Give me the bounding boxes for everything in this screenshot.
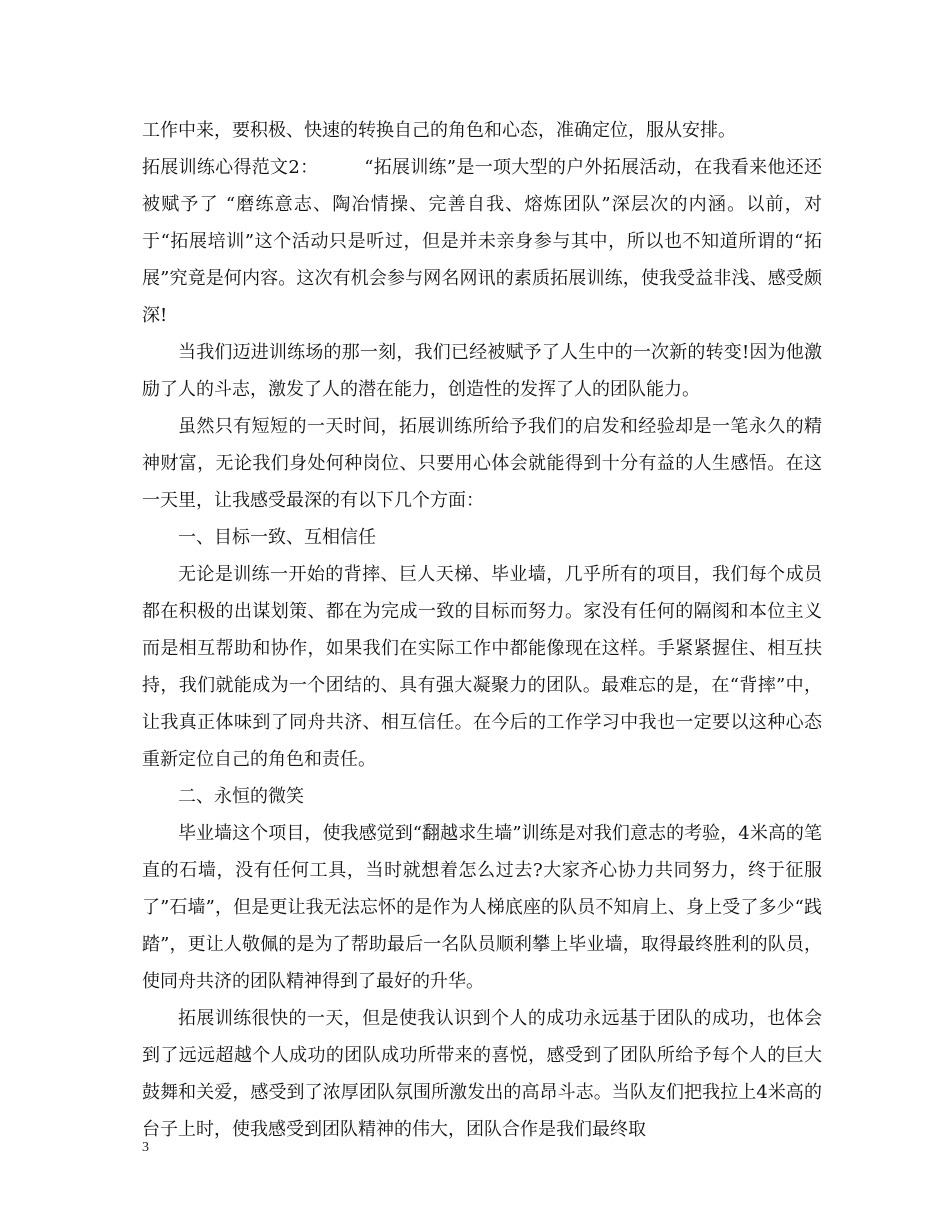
section-heading: 一、目标一致、互相信任 (178, 527, 376, 548)
paragraph: 拓展训练心得范文2： “拓展训练”是一项大型的户外拓展活动，在我看来他还还被赋予了 “磨练意志、陶冶情操、完善自我、熔炼团队”深层次的内涵。以前，对于“拓展培训”这个活动只是听过，但是并未亲身参与其中，所以也不知道所谓的“拓展”究竟是何内容。这次有机会参与网名网讯的素质拓展训练，使我受益非浅、感受颇深! (142, 157, 822, 326)
paragraph: 无论是训练一开始的背摔、巨人天梯、毕业墙，几乎所有的项目，我们每个成员都在积极的出谋划策、都在为完成一致的目标而努力。家没有任何的隔阂和本位主义而是相互帮助和协作，如果我们在实际工作中都能像现在这样。手紧紧握住、相互扶持，我们就能成为一个团结的、具有强大凝聚力的团队。最难忘的是，在“背摔”中，让我真正体味到了同舟共济、相互信任。在今后的工作学习中我也一定要以这种心态重新定位自己的角色和责任。 (142, 564, 822, 770)
page-number: 3 (142, 1140, 149, 1155)
section-heading: 二、永恒的微笑 (178, 786, 304, 807)
paragraph: 当我们迈进训练场的那一刻，我们已经被赋予了人生中的一次新的转变!因为他激励了人的斗志，激发了人的潜在能力，创造性的发挥了人的团队能力。 (142, 342, 822, 400)
paragraph: 虽然只有短短的一天时间，拓展训练所给予我们的启发和经验却是一笔永久的精神财富，无论我们身处何种岗位、只要用心体会就能得到十分有益的人生感悟。在这一天里，让我感受最深的有以下几个方面： (142, 416, 822, 511)
paragraph: 工作中来，要积极、快速的转换自己的角色和心态，准确定位，服从安排。 (142, 120, 736, 141)
paragraph: 拓展训练很快的一天，但是使我认识到个人的成功永远基于团队的成功，也体会到了远远超越个人成功的团队成功所带来的喜悦，感受到了团队所给予每个人的巨大鼓舞和关爱，感受到了浓厚团队氛围所激发出的高昂斗志。当队友们把我拉上4米高的台子上时，使我感受到团队精神的伟大，团队合作是我们最终取 (142, 1008, 822, 1140)
paragraph: 毕业墙这个项目，使我感觉到“翻越求生墙”训练是对我们意志的考验，4米高的笔直的石墙，没有任何工具，当时就想着怎么过去?大家齐心协力共同努力，终于征服了”石墙”，但是更让我无法忘怀的是作为人梯底座的队员不知肩上、身上受了多少“践踏”，更让人敬佩的是为了帮助最后一名队员顺利攀上毕业墙，取得最终胜利的队员，使同舟共济的团队精神得到了最好的升华。 (142, 823, 822, 992)
document-body (142, 112, 822, 1148)
